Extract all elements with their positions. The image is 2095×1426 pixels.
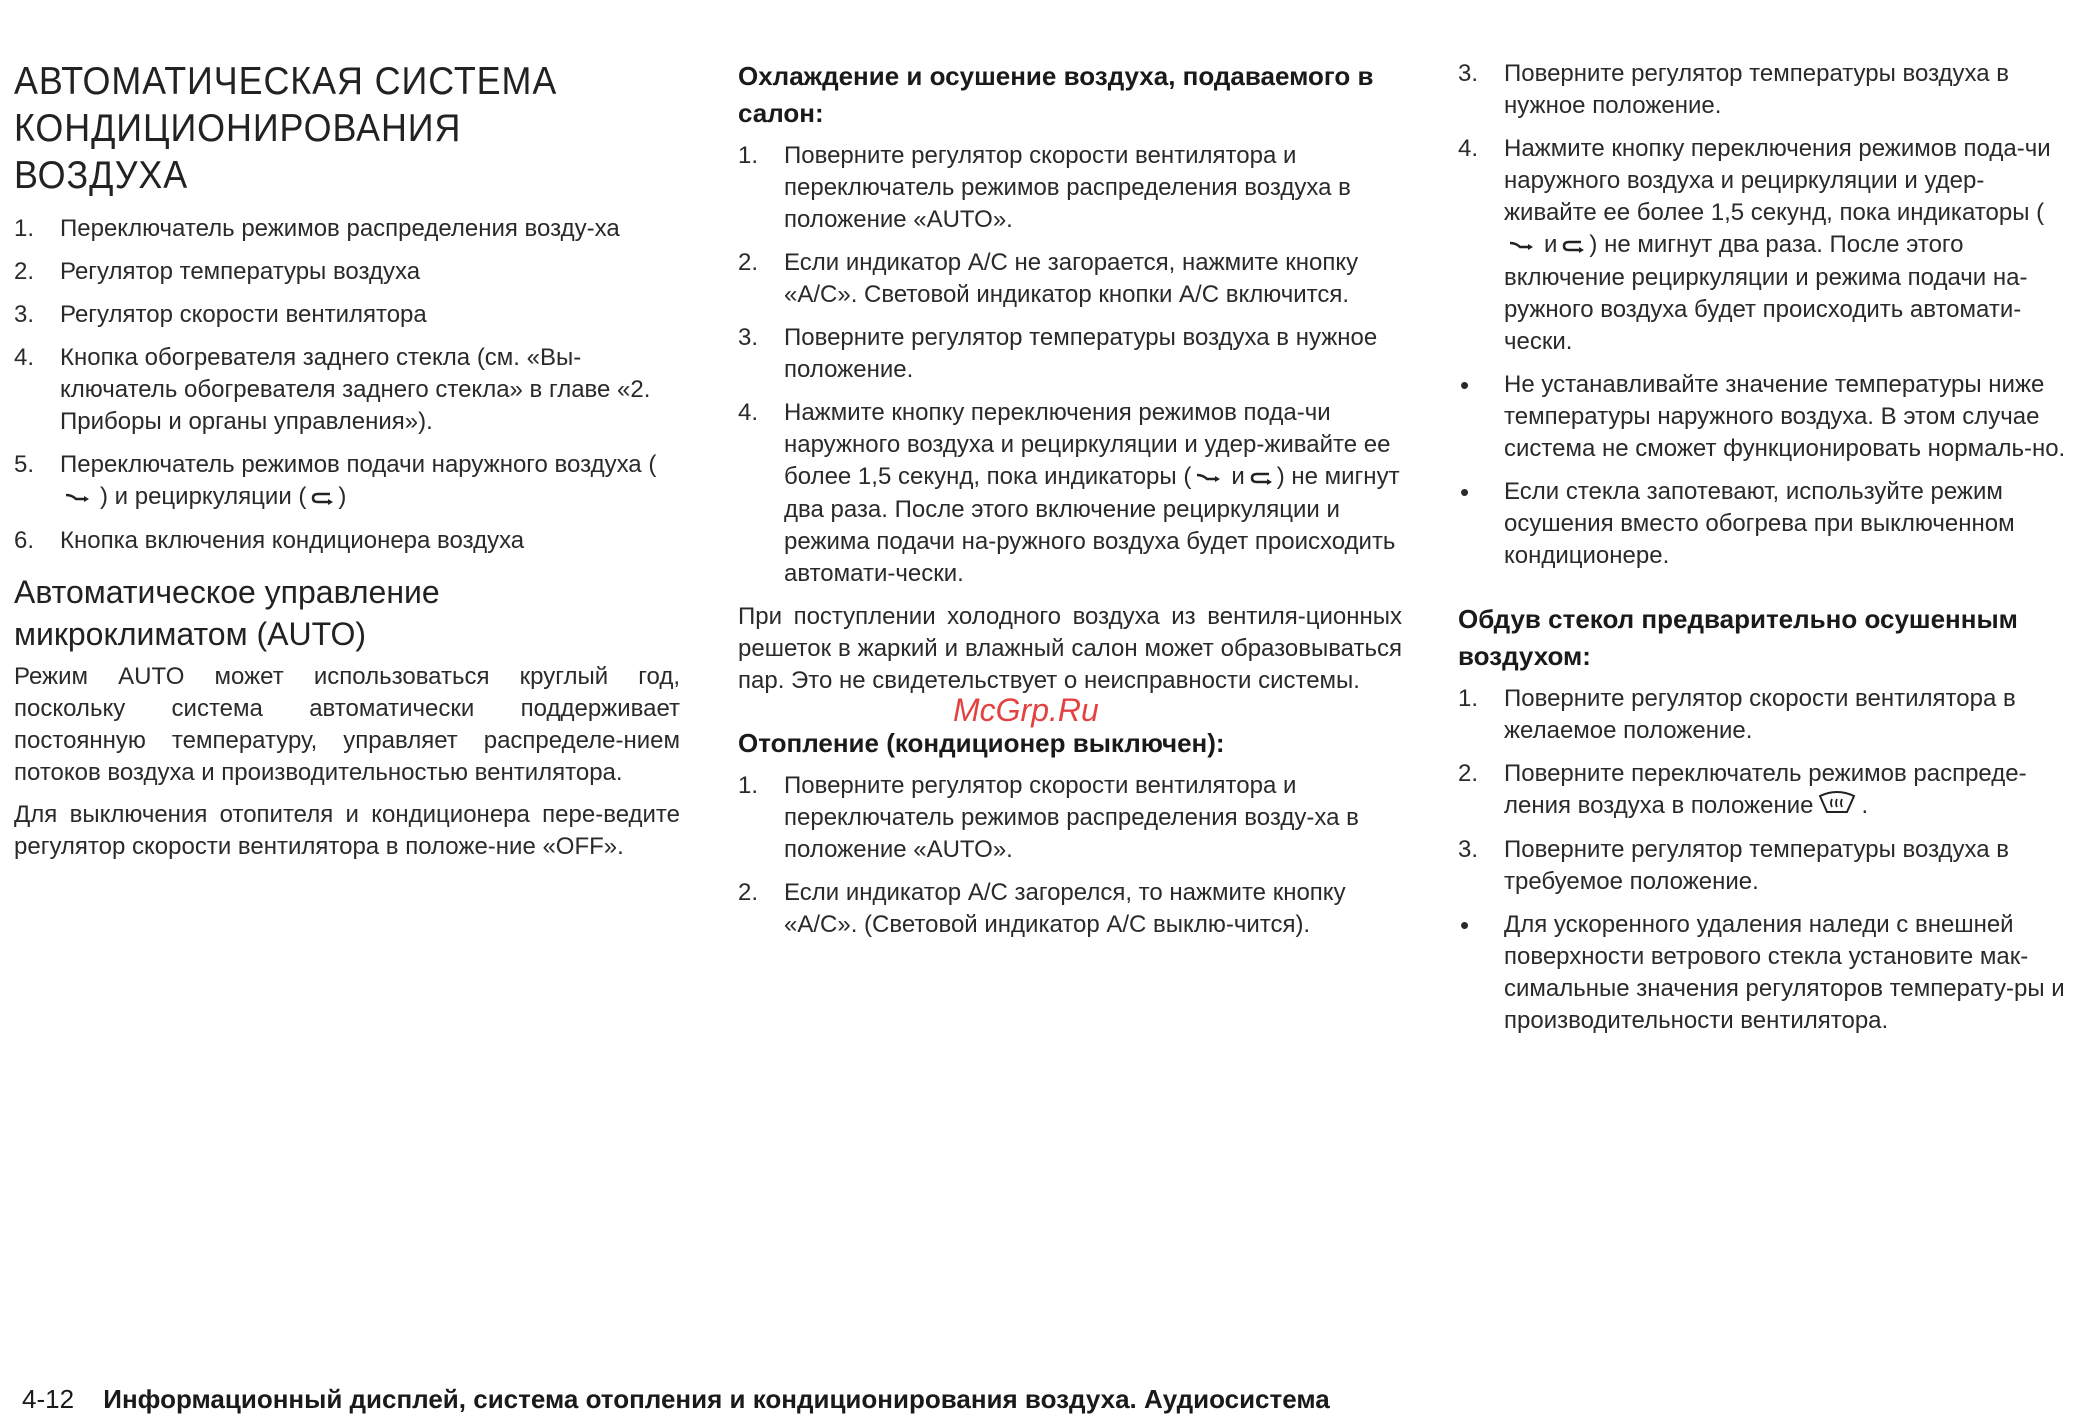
list-item: • Для ускоренного удаления наледи с внешней поверхности ветрового стекла установите мак-симальные значения регуляторов температу-ры и производительности вентилятора.: [1458, 909, 2068, 1037]
list-item: 1. Поверните регулятор скорости вентилятора и переключатель режимов распределения возду-ха в положение «AUTO».: [738, 771, 1359, 863]
recirculation-icon: [1561, 230, 1585, 262]
column-middle: [738, 58, 1402, 952]
list-item: 1. Поверните регулятор скорости вентилятора в желаемое положение.: [1458, 684, 2016, 744]
heating-steps-continued: [1458, 58, 2068, 358]
list-item: 4. Кнопка обогревателя заднего стекла (см. «Вы-ключатель обогревателя заднего стекла» в главе «2. Приборы и органы управления»).: [14, 344, 651, 435]
cooling-steps: [738, 140, 1402, 590]
list-item: 5. Переключатель режимов подачи наружного воздуха () и рециркуляции ( ): [14, 449, 680, 514]
main-title-line1: АВТОМАТИЧЕСКАЯ СИСТЕМА: [14, 60, 558, 103]
list-item: 1. Поверните регулятор скорости вентилятора и переключатель режимов распределения воздуха в положение «AUTO».: [738, 142, 1351, 233]
page-footer: [22, 1384, 1330, 1415]
column-right: [1458, 58, 2068, 1048]
fresh-air-icon: [1508, 230, 1540, 262]
column-left: [14, 58, 680, 873]
defrost-notes: [1458, 909, 2068, 1037]
list-item: 3. Поверните регулятор температуры воздуха в требуемое положение.: [1458, 835, 2010, 895]
auto-subtitle: Автоматическое управление микроклиматом (AUTO): [14, 573, 440, 652]
main-title-line2: КОНДИЦИОНИРОВАНИЯ ВОЗДУХА: [14, 107, 462, 197]
list-item: 4. Нажмите кнопку переключения режимов пода-чи наружного воздуха и рециркуляции и удер-живайте ее более 1,5 секунд, пока индикаторы ( и ) не мигнут два раза. После этого включение рециркуляции и режима подачи на-ружного воздуха будет происходить автомати-чески.: [738, 399, 1400, 587]
condensation-note: При поступлении холодного воздуха из вентиля-ционных решеток в жаркий и влажный салон может образовываться пар. Это не свидетельствует о неисправности системы.: [738, 602, 1402, 694]
heating-steps: [738, 770, 1402, 941]
list-item: 3. Поверните регулятор температуры воздуха в нужное положение.: [738, 324, 1378, 383]
defrost-heading: Обдув стекол предварительно осушенным воздухом:: [1458, 603, 2018, 671]
list-item: 2. Если индикатор A/C не загорается, нажмите кнопку «A/C». Световой индикатор кнопки A/C включится.: [738, 249, 1359, 308]
off-paragraph: Для выключения отопителя и кондиционера пере-ведите регулятор скорости вентилятора в положе-ние «OFF».: [14, 800, 680, 860]
list-item: 3. Регулятор скорости вентилятора: [14, 301, 427, 328]
recirculation-icon: [310, 482, 334, 514]
fresh-air-icon: [1195, 462, 1227, 494]
list-item: 4. Нажмите кнопку переключения режимов пода-чи наружного воздуха и рециркуляции и удер-живайте ее более 1,5 секунд, пока индикаторы (и ) не мигнут два раза. После этого включение рециркуляции и режима подачи на-ружного воздуха будет происходить автомати-чески.: [1458, 135, 2051, 355]
list-item: 3. Поверните регулятор температуры воздуха в нужное положение.: [1458, 60, 2010, 119]
list-item: 6. Кнопка включения кондиционера воздуха: [14, 526, 525, 554]
defrost-icon: [1817, 790, 1857, 823]
recirculation-icon: [1249, 462, 1273, 494]
list-item: 2. Регулятор температуры воздуха: [14, 258, 421, 285]
cooling-heading: Охлаждение и осушение воздуха, подаваемого в салон:: [738, 61, 1374, 128]
main-title: [14, 58, 627, 199]
list-item: 2. Поверните переключатель режимов распреде-ления воздуха в положение .: [1458, 758, 2068, 823]
list-item: • Если стекла запотевают, используйте режим осушения вместо обогрева при выключенном кондиционере.: [1458, 476, 2068, 572]
list-item: • Не устанавливайте значение температуры ниже температуры наружного воздуха. В этом случае система не сможет функционировать нормаль-но.: [1458, 369, 2068, 465]
heating-heading: Отопление (кондиционер выключен):: [738, 727, 1225, 758]
defrost-steps: [1458, 683, 2068, 898]
fresh-air-icon: [64, 482, 96, 514]
auto-paragraph: Режим AUTO может использоваться круглый год, поскольку система автоматически поддерживает постоянную температуру, управляет распределе-нием потоков воздуха и производительностью вентилятора.: [14, 662, 680, 786]
page-number: 4-12: [22, 1384, 75, 1414]
components-list: [14, 213, 680, 557]
watermark: McGrp.Ru: [953, 692, 1099, 728]
list-item: 1. Переключатель режимов распределения возду-ха: [14, 215, 620, 242]
footer-title: Информационный дисплей, система отопления и кондиционирования воздуха. Аудиосистема: [103, 1384, 1330, 1414]
heating-notes: [1458, 369, 2068, 572]
list-item: 2. Если индикатор A/C загорелся, то нажмите кнопку «A/C». (Световой индикатор A/C выклю-чится).: [738, 878, 1346, 938]
